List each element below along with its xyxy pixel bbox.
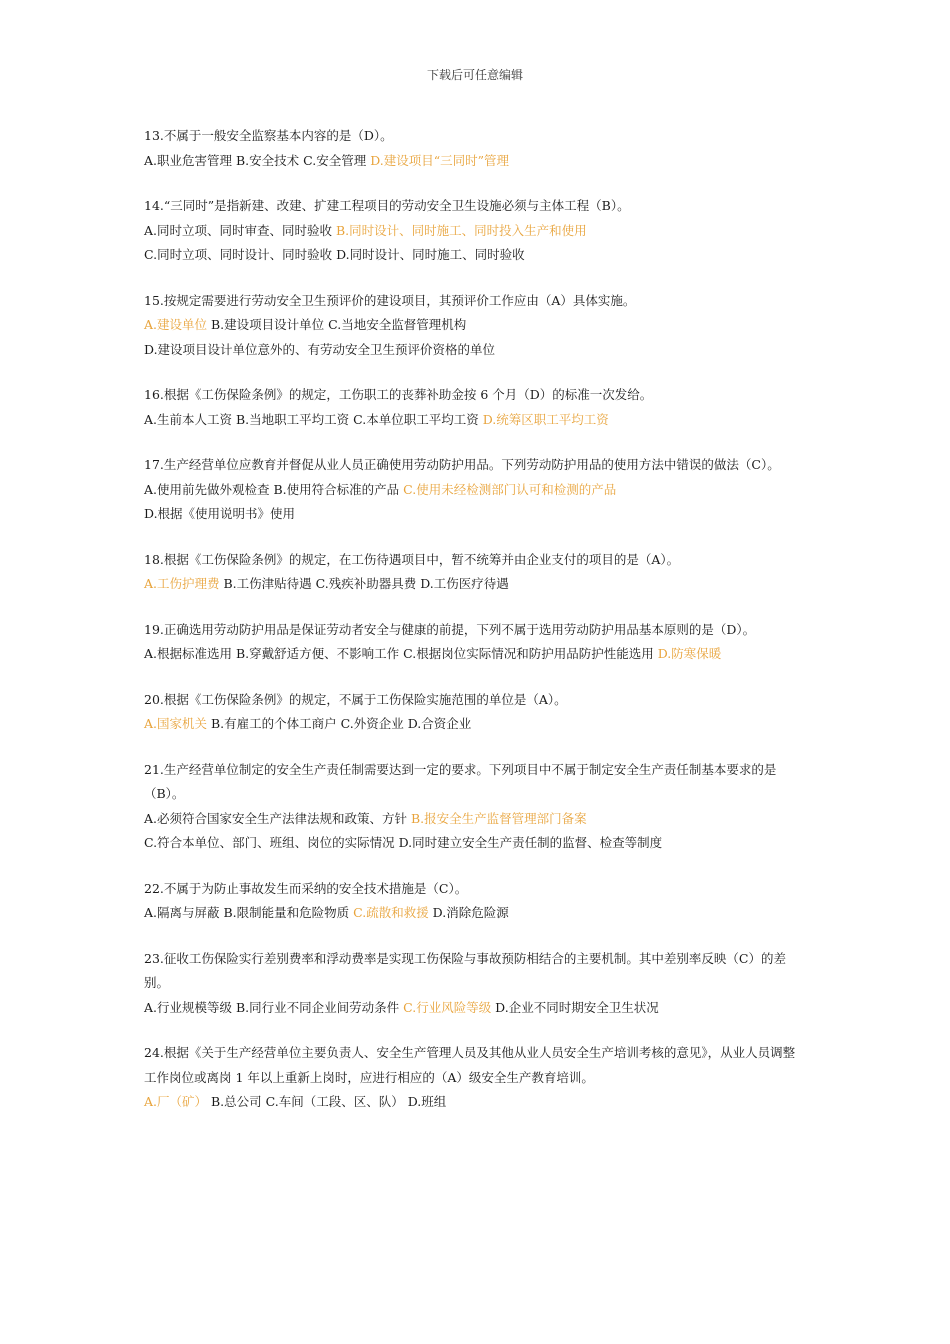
- question-stem: 18.根据《工伤保险条例》的规定，在工伤待遇项目中，暂不统筹并由企业支付的项目的是（A）。: [144, 551, 680, 567]
- options-line: [144, 478, 804, 503]
- options-line: [144, 408, 804, 433]
- option-text: A.职业危害管理 B.安全技术 C.安全管理: [144, 152, 371, 168]
- options-line: [144, 313, 804, 338]
- options-line: [144, 572, 804, 597]
- question-block: [144, 758, 804, 856]
- question-stem: 13.不属于一般安全监察基本内容的是（D）。: [144, 128, 393, 143]
- options-line: [144, 243, 804, 268]
- question-block: [144, 688, 804, 737]
- options-line: [144, 219, 804, 244]
- option-text: D.根据《使用说明书》使用: [144, 506, 296, 521]
- option-text: B.总公司 C.车间（工段、区、队） D.班组: [207, 1094, 447, 1109]
- correct-answer-option: C.行业风险等级: [403, 999, 492, 1015]
- question-stem: 21.生产经营单位制定的安全生产责任制需要达到一定的要求。下列项目中不属于制定安全生产责任制基本要求的是（B）。: [144, 761, 777, 801]
- option-text: A.行业规模等级 B.同行业不同企业间劳动条件: [144, 999, 404, 1015]
- option-text: B.建设项目设计单位 C.当地安全监督管理机构: [207, 317, 467, 332]
- option-text: A.隔离与屏蔽 B.限制能量和危险物质: [144, 905, 354, 920]
- correct-answer-option: D.统筹区职工平均工资: [482, 411, 609, 427]
- correct-answer-option: D.防寒保暖: [657, 646, 722, 661]
- option-text: A.生前本人工资 B.当地职工平均工资 C.本单位职工平均工资: [144, 411, 483, 427]
- question-stem: 22.不属于为防止事故发生而采纳的安全技术措施是（C）。: [144, 880, 468, 896]
- option-text: C.符合本单位、部门、班组、岗位的实际情况 D.同时建立安全生产责任制的监督、检查等制度: [144, 835, 663, 850]
- options-line: [144, 807, 804, 832]
- options-line: [144, 149, 804, 174]
- options-line: [144, 831, 804, 856]
- option-text: C.同时立项、同时设计、同时验收 D.同时设计、同时施工、同时验收: [144, 247, 525, 262]
- question-stem: 15.按规定需要进行劳动安全卫生预评价的建设项目，其预评价工作应由（A）具体实施。: [144, 292, 636, 308]
- options-line: [144, 642, 804, 667]
- question-stem: 16.根据《工伤保险条例》的规定，工伤职工的丧葬补助金按 6 个月（D）的标准一次发给。: [144, 387, 653, 402]
- question-stem: 19.正确选用劳动防护用品是保证劳动者安全与健康的前提，下列不属于选用劳动防护用品基本原则的是（D）。: [144, 621, 756, 637]
- options-line: [144, 338, 804, 363]
- correct-answer-option: B.同时设计、同时施工、同时投入生产和使用: [335, 222, 587, 238]
- question-stem: 24.根据《关于生产经营单位主要负责人、安全生产管理人员及其他从业人员安全生产培训考核的意见》，从业人员调整工作岗位或离岗 1 年以上重新上岗时，应进行相应的（A）级安全生产教育培训。: [144, 1045, 796, 1085]
- question-stem: 17.生产经营单位应教育并督促从业人员正确使用劳动防护用品。下列劳动防护用品的使用方法中错误的做法（C）。: [144, 457, 780, 472]
- options-line: [144, 901, 804, 926]
- question-block: [144, 877, 804, 926]
- correct-answer-option: C.使用未经检测部门认可和检测的产品: [403, 481, 617, 497]
- correct-answer-option: A.厂（矿）: [144, 1094, 208, 1109]
- question-block: [144, 618, 804, 667]
- page-header: 下载后可任意编辑: [426, 68, 523, 82]
- option-text: B.有雇工的个体工商户 C.外资企业 D.合资企业: [207, 716, 472, 731]
- question-stem: 14.“三同时”是指新建、改建、扩建工程项目的劳动安全卫生设施必须与主体工程（B）。: [144, 198, 630, 213]
- correct-answer-option: D.建设项目“三同时”管理: [370, 152, 510, 168]
- option-text: A.必须符合国家安全生产法律法规和政策、方针: [144, 810, 411, 826]
- correct-answer-option: A.国家机关: [144, 716, 208, 731]
- options-line: [144, 1090, 804, 1115]
- option-text: A.使用前先做外观检查 B.使用符合标准的产品: [144, 481, 404, 497]
- question-stem: 23.征收工伤保险实行差别费率和浮动费率是实现工伤保险与事故预防相结合的主要机制。其中差别率反映（C）的差别。: [144, 950, 786, 990]
- options-line: [144, 996, 804, 1021]
- correct-answer-option: A.工伤护理费: [144, 576, 220, 591]
- question-block: [144, 947, 804, 1021]
- option-text: D.建设项目设计单位意外的、有劳动安全卫生预评价资格的单位: [144, 341, 496, 357]
- question-block: [144, 453, 804, 527]
- question-block: [144, 194, 804, 268]
- option-text: A.同时立项、同时审查、同时验收: [144, 222, 336, 238]
- option-text: A.根据标准选用 B.穿戴舒适方便、不影响工作 C.根据岗位实际情况和防护用品防护性能选用: [144, 646, 658, 661]
- correct-answer-option: B.报安全生产监督管理部门备案: [410, 810, 587, 826]
- options-line: [144, 502, 804, 527]
- question-block: [144, 548, 804, 597]
- question-stem: 20.根据《工伤保险条例》的规定，不属于工伤保险实施范围的单位是（A）。: [144, 691, 567, 707]
- correct-answer-option: A.建设单位: [144, 317, 208, 332]
- question-block: [144, 383, 804, 432]
- options-line: [144, 712, 804, 737]
- option-text: D.企业不同时期安全卫生状况: [491, 999, 659, 1015]
- question-list: [144, 124, 804, 1136]
- question-block: [144, 124, 804, 173]
- option-text: D.消除危险源: [428, 905, 509, 920]
- option-text: B.工伤津贴待遇 C.残疾补助器具费 D.工伤医疗待遇: [219, 576, 509, 591]
- question-block: [144, 1041, 804, 1115]
- correct-answer-option: C.疏散和救援: [353, 905, 429, 920]
- question-block: [144, 289, 804, 363]
